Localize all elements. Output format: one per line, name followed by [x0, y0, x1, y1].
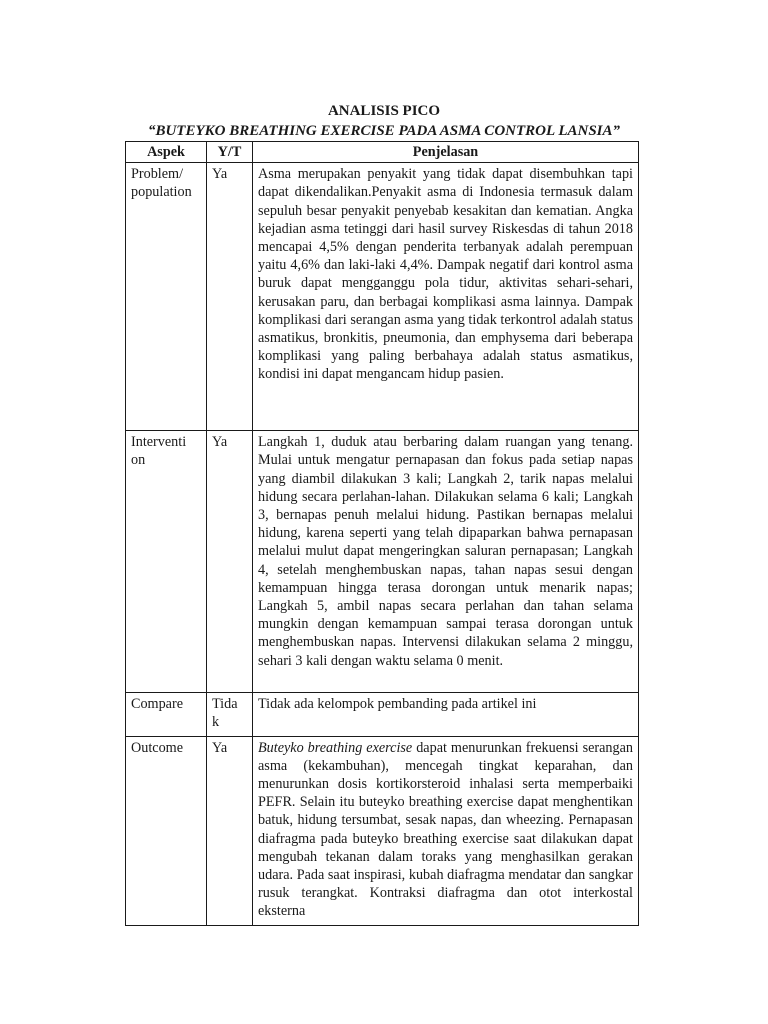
aspek-cell: Interventi on — [126, 431, 207, 693]
pico-table — [125, 141, 639, 926]
penjelasan-cell: Asma merupakan penyakit yang tidak dapat disembuhkan tapi dapat dikendalikan.Penyakit asma di Indonesia termasuk dalam sepuluh besar penyakit penyebab kesakitan dan kematian. Angka kejadian asma tetinggi dari hasil survey Riskesdas di tahun 2018 mencapai 4,5% dengan penderita terbanyak adalah perempuan yaitu 4,6% dan laki-laki 4,4%. Dampak negatif dari kontrol asma buruk dapat mengganggu pola tidur, aktivitas sehari-sehari, kerusakan paru, dan berbagai komplikasi asma lainnya. Dampak komplikasi dari serangan asma yang tidak terkontrol adalah status asmatikus, bronkitis, pneumonia, dan emphysema dari beberapa komplikasi yang paling berbahaya adalah status asmatikus, kondisi ini dapat mengancam hidup pasien. — [253, 163, 639, 431]
penjelasan-italic: Buteyko breathing exercise — [258, 739, 413, 756]
yt-cell: Ya — [207, 163, 253, 431]
aspek-cell: Problem/ population — [126, 163, 207, 431]
document-subtitle: “BUTEYKO BREATHING EXERCISE PADA ASMA CONTROL LANSIA” — [147, 123, 621, 139]
penjelasan-text: dapat menurunkan frekuensi serangan asma (kekambuhan), mencegah tingkat keparahan, dan menurunkan dosis kortikorsteroid inhalasi serta memperbaiki PEFR. Selain itu buteyko breathing exercise dapat menghentikan batuk, hidung tersumbat, sesak napas, dan wheezing. Pernapasan diafragma pada buteyko breathing exercise saat dilakukan dapat mengubah tekanan dalam toraks yang menghasilkan gerakan udara. Pada saat inspirasi, kubah diafragma mendatar dan sangkar rusuk terangkat. Kontraksi diafragma dan otot interkostal eksterna — [258, 739, 633, 920]
header-aspek: Aspek — [126, 142, 207, 163]
table-row-intervention — [126, 431, 639, 693]
table-row-outcome — [126, 736, 639, 925]
aspek-cell: Outcome — [126, 736, 207, 925]
header-yt: Y/T — [207, 142, 253, 163]
penjelasan-cell — [253, 736, 639, 925]
yt-cell: Tida k — [207, 693, 253, 736]
document-title: ANALISIS PICO — [327, 103, 441, 119]
penjelasan-cell: Tidak ada kelompok pembanding pada artikel ini — [253, 693, 639, 736]
aspek-cell: Compare — [126, 693, 207, 736]
table-row-compare — [126, 693, 639, 736]
yt-cell: Ya — [207, 736, 253, 925]
header-penjelasan: Penjelasan — [253, 142, 639, 163]
table-header-row — [126, 142, 639, 163]
table-row-problem — [126, 163, 639, 431]
yt-cell: Ya — [207, 431, 253, 693]
penjelasan-cell: Langkah 1, duduk atau berbaring dalam ruangan yang tenang. Mulai untuk mengatur pernapasan dan fokus pada setiap napas yang diambil dilakukan 3 kali; Langkah 2, tarik napas melalui hidung secara perlahan-lahan. Dilakukan selama 6 kali; Langkah 3, bernapas penuh melalui hidung. Pastikan bernapas melalui hidung, karena seperti yang telah dipaparkan bahwa pernapasan melalui mulut dapat mengeringkan saluran pernapasan; Langkah 4, setelah menghembuskan napas, tahan napas sesui dengan kemampuan hingga terasa dorongan untuk menarik napas; Langkah 5, ambil napas secara perlahan dan tahan selama mungkin dengan kemampuan sampai terasa dorongan untuk menghembuskan napas. Intervensi dilakukan selama 2 minggu, sehari 3 kali dengan waktu selama 0 menit. — [253, 431, 639, 693]
